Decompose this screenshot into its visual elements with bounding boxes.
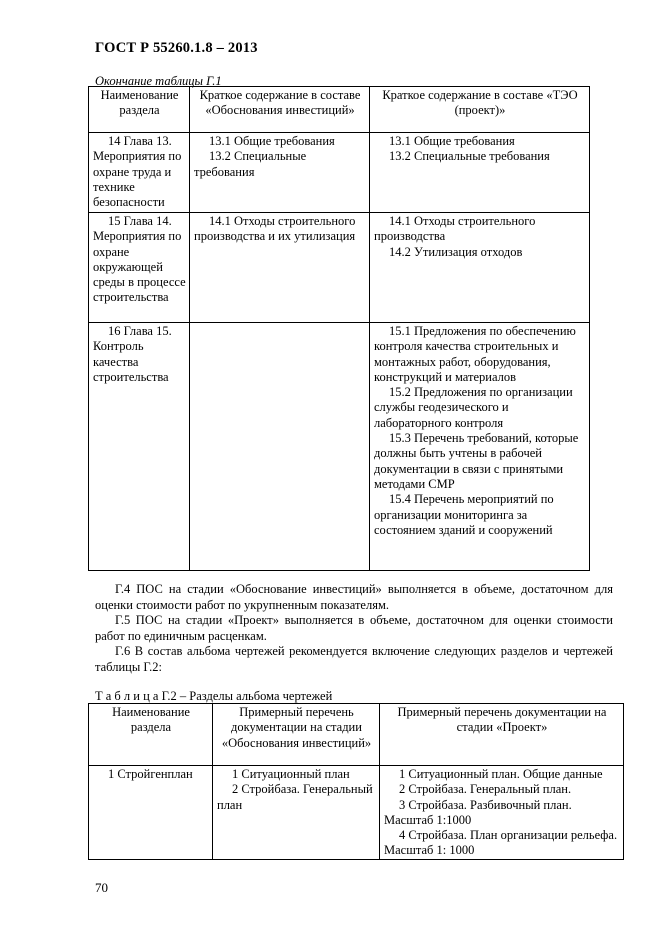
content-item: 1 Ситуационный план. Общие данные (399, 767, 603, 781)
table-g2 (88, 703, 624, 860)
content-item: 13.1 Общие требования (209, 134, 335, 148)
content-item: 15.2 Предложения по организации службы геодезического и лабораторного контроля (374, 385, 573, 430)
paragraph-g4: Г.4 ПОС на стадии «Обоснование инвестиций» выполняется в объеме, достаточном для оценки стоимости работ по укрупненным показателям. (95, 582, 613, 612)
table-header-row (89, 704, 624, 766)
column-header: Наименование раздела (89, 704, 213, 766)
content-item: 13.2 Специальные требования (194, 149, 307, 179)
content-item: 4 Стройбаза. План организации рельефа. Масштаб 1: 1000 (384, 828, 618, 858)
table-caption: Т а б л и ц а Г.2 – Разделы альбома чертежей (95, 689, 333, 703)
project-content-cell (370, 323, 590, 571)
document-header: ГОСТ Р 55260.1.8 – 2013 (95, 40, 258, 56)
column-header: Краткое содержание в составе «Обоснования инвестиций» (190, 87, 370, 133)
paragraph-g6: Г.6 В состав альбома чертежей рекомендуется включение следующих разделов и чертежей таблицы Г.2: (95, 644, 613, 674)
table-row (89, 213, 590, 323)
content-item: 15.3 Перечень требований, которые должны быть учтены в рабочей документации в связи с принятыми методами СМР (374, 431, 579, 491)
table-row (89, 133, 590, 213)
investment-content-cell (190, 213, 370, 323)
section-name-cell: 14 Глава 13. Мероприятия по охране труда и технике безопасности (89, 133, 190, 213)
content-item: 14.2 Утилизация отходов (389, 244, 523, 259)
paragraph-g5: Г.5 ПОС на стадии «Проект» выполняется в объеме, достаточном для оценки стоимости работ по единичным расценкам. (95, 613, 613, 643)
investment-content-cell (213, 766, 380, 860)
section-name-cell: 16 Глава 15. Контроль качества строительства (89, 323, 190, 571)
page-number: 70 (95, 880, 108, 895)
content-item: 14.1 Отходы строительного производства и их утилизация (194, 214, 356, 244)
content-item: 14.1 Отходы строительного производства (374, 214, 536, 244)
body-paragraphs (95, 582, 613, 675)
content-item: 15.4 Перечень мероприятий по организации мониторинга за состоянием зданий и сооружений (374, 492, 554, 537)
investment-content-cell (190, 323, 370, 571)
project-content-cell (380, 766, 624, 860)
content-item: 1 Ситуационный план (232, 767, 350, 781)
content-item: 2 Стройбаза. Генеральный план. (399, 782, 572, 797)
content-item: 13.1 Общие требования (389, 134, 515, 148)
table-row (89, 766, 624, 860)
column-header: Примерный перечень документации на стадии «Проект» (380, 704, 624, 766)
content-item: 2 Стройбаза. Генеральный план (217, 782, 373, 812)
table-g1-continuation (88, 86, 590, 571)
project-content-cell (370, 213, 590, 323)
section-name-cell: 15 Глава 14. Мероприятия по охране окружающей среды в процессе строительства (89, 213, 190, 323)
column-header: Наименование раздела (89, 87, 190, 133)
content-item: 3 Стройбаза. Разбивочный план. Масштаб 1:1000 (384, 797, 572, 827)
table-row (89, 323, 590, 571)
table-caption: Окончание таблицы Г.1 (95, 74, 222, 88)
column-header: Краткое содержание в составе «ТЭО (проект)» (370, 87, 590, 133)
content-item: 13.2 Специальные требования (389, 149, 550, 164)
table-header-row (89, 87, 590, 133)
investment-content-cell (190, 133, 370, 213)
content-item: 15.1 Предложения по обеспечению контроля качества строительных и монтажных работ, оборудования, конструкций и материалов (374, 324, 576, 384)
project-content-cell (370, 133, 590, 213)
column-header: Примерный перечень документации на стадии «Обоснования инвестиций» (213, 704, 380, 766)
section-name-cell: 1 Стройгенплан (89, 766, 213, 860)
